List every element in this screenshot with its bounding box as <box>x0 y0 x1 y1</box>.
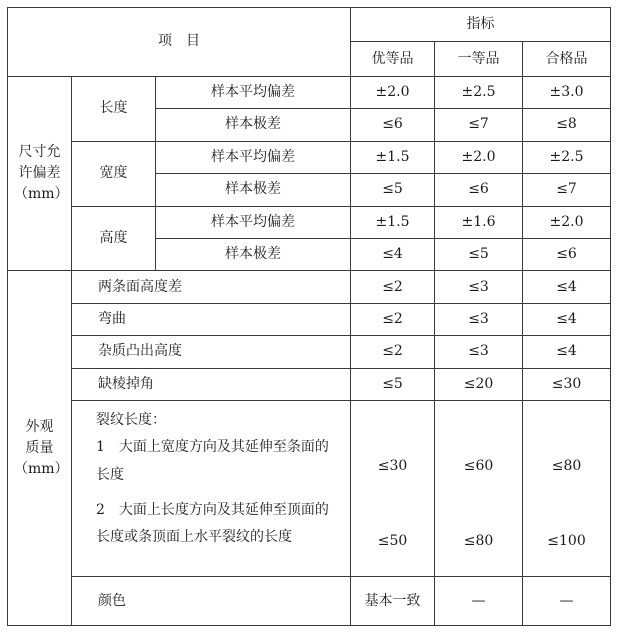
group-1-row-0-premium: ±1.5 <box>351 141 435 173</box>
appearance-row-2-qualified: ≤4 <box>523 336 611 368</box>
size-deviation-unit: （mm） <box>14 186 69 203</box>
color-item: 颜色 <box>72 577 351 626</box>
appearance-title-2: 质量 <box>25 439 54 456</box>
header-grade-first: 一等品 <box>435 42 523 76</box>
group-1-row-1-premium: ≤5 <box>351 174 435 206</box>
crack-values-first <box>435 400 523 576</box>
group-1-sub-1: 样本极差 <box>156 174 351 206</box>
size-deviation-label <box>8 76 72 270</box>
crack-2-first: ≤80 <box>463 532 494 549</box>
group-2-name: 高度 <box>72 206 156 271</box>
group-2-row-1-premium: ≤4 <box>351 238 435 270</box>
group-0-name: 长度 <box>72 76 156 141</box>
appearance-row-3-qualified: ≤30 <box>523 368 611 400</box>
crack-item-1: 2 大面上长度方向及其延伸至顶面的长度或条顶面上水平裂纹的长度 <box>96 501 329 546</box>
appearance-row-0-first: ≤3 <box>435 271 523 303</box>
color-premium: 基本一致 <box>351 577 435 626</box>
appearance-item-1: 弯曲 <box>72 303 351 335</box>
crack-2-qualified: ≤100 <box>547 532 586 549</box>
group-0-row-1-premium: ≤6 <box>351 109 435 141</box>
appearance-row-3-premium: ≤5 <box>351 368 435 400</box>
group-2-sub-1: 样本极差 <box>156 238 351 270</box>
group-2-row-1-first: ≤5 <box>435 238 523 270</box>
crack-title: 裂纹长度： <box>96 411 166 428</box>
header-grade-qualified: 合格品 <box>523 42 611 76</box>
appearance-item-0: 两条面高度差 <box>72 271 351 303</box>
appearance-row-1-premium: ≤2 <box>351 303 435 335</box>
group-0-row-1-qualified: ≤8 <box>523 109 611 141</box>
appearance-row-0-qualified: ≤4 <box>523 271 611 303</box>
appearance-row-3-first: ≤20 <box>435 368 523 400</box>
appearance-unit: （mm） <box>14 460 69 477</box>
group-0-sub-0: 样本平均偏差 <box>156 76 351 108</box>
group-0-sub-1: 样本极差 <box>156 109 351 141</box>
appearance-row-0-premium: ≤2 <box>351 271 435 303</box>
appearance-title-1: 外观 <box>25 418 54 435</box>
group-0-row-0-first: ±2.5 <box>435 76 523 108</box>
appearance-row-1-first: ≤3 <box>435 303 523 335</box>
appearance-item-3: 缺棱掉角 <box>72 368 351 400</box>
appearance-row-2-premium: ≤2 <box>351 336 435 368</box>
group-1-row-0-qualified: ±2.5 <box>523 141 611 173</box>
group-2-row-0-premium: ±1.5 <box>351 206 435 238</box>
group-2-row-0-first: ±1.6 <box>435 206 523 238</box>
group-2-row-1-qualified: ≤6 <box>523 238 611 270</box>
group-2-sub-0: 样本平均偏差 <box>156 206 351 238</box>
group-2-row-0-qualified: ±2.0 <box>523 206 611 238</box>
header-indicator: 指标 <box>351 8 611 42</box>
group-1-name: 宽度 <box>72 141 156 206</box>
spec-table <box>7 7 611 626</box>
header-grade-premium: 优等品 <box>351 42 435 76</box>
crack-1-qualified: ≤80 <box>551 457 582 474</box>
group-0-row-0-qualified: ±3.0 <box>523 76 611 108</box>
group-1-row-1-qualified: ≤7 <box>523 174 611 206</box>
size-deviation-title: 尺寸允许偏差 <box>18 144 61 182</box>
crack-item-0: 1 大面上宽度方向及其延伸至条面的长度 <box>96 439 329 483</box>
crack-1-premium: ≤30 <box>377 457 408 474</box>
color-first: — <box>435 577 523 626</box>
crack-cell <box>72 400 351 576</box>
group-0-row-1-first: ≤7 <box>435 109 523 141</box>
group-1-row-0-first: ±2.0 <box>435 141 523 173</box>
color-qualified: — <box>523 577 611 626</box>
crack-values-premium <box>351 400 435 576</box>
crack-1-first: ≤60 <box>463 457 494 474</box>
appearance-row-2-first: ≤3 <box>435 336 523 368</box>
group-1-sub-0: 样本平均偏差 <box>156 141 351 173</box>
group-1-row-1-first: ≤6 <box>435 174 523 206</box>
appearance-item-2: 杂质凸出高度 <box>72 336 351 368</box>
appearance-row-1-qualified: ≤4 <box>523 303 611 335</box>
crack-2-premium: ≤50 <box>377 532 408 549</box>
appearance-label <box>8 271 72 626</box>
crack-values-qualified <box>523 400 611 576</box>
header-item: 项 目 <box>8 8 351 77</box>
group-0-row-0-premium: ±2.0 <box>351 76 435 108</box>
